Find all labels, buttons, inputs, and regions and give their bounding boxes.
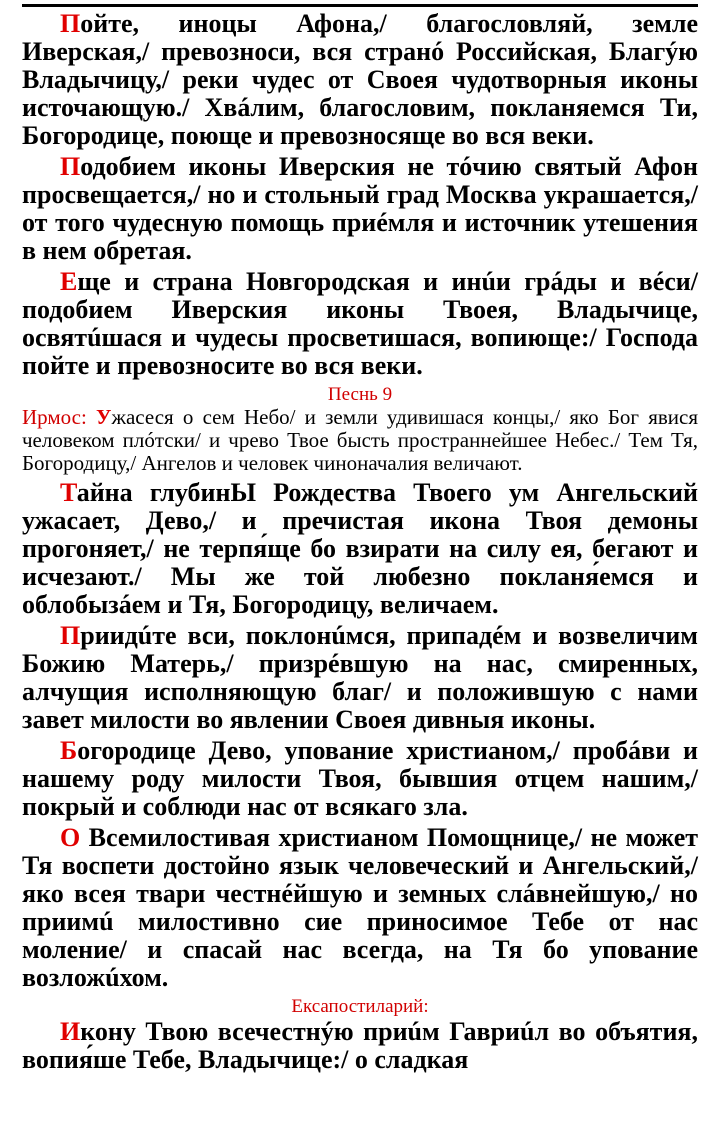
stanza-3: [22, 268, 698, 380]
drop-initial: Е: [60, 267, 78, 296]
stanza-4: [22, 479, 698, 619]
stanza-text: ще и страна Новгородская и инúи грáды и вéси/ подобием Иверския иконы Твоея, Владычице, освятúшася и чудесы просветишася, вопиюще:/ Господа пойте и превозносите во вся веки.: [22, 267, 698, 380]
stanza-text: кону Твою всечестнýю приúм Гавриúл во объятия, вопия́ше Тебе, Владычице:/ о сладкая: [22, 1017, 698, 1074]
drop-initial: И: [60, 1017, 81, 1046]
stanza-6: [22, 737, 698, 821]
stanza-7: [22, 824, 698, 992]
page-text: [22, 10, 698, 1077]
exapostilarion-heading: Ексапостиларий:: [291, 996, 429, 1017]
stanza-8: [22, 1018, 698, 1074]
song-9-heading: Песнь 9: [327, 384, 393, 405]
drop-initial: Б: [60, 736, 78, 765]
stanza-text: айна глубинЫ Рождества Твоего ум Ангельский ужасает, Дево,/ и пречистая икона Твоя демоны прогоняет,/ не терпя́ще бо взирати на силу ея, бегают и исчезают./ Мы же той любезно покланя́емся и облобызáем и Тя, Богородицу, величаем.: [22, 478, 698, 619]
stanza-2: [22, 153, 698, 265]
stanza-text: одобием иконы Иверския не тóчию святый Афон просвещается,/ но и стольный град Москва украшается,/ от того чудесную помощь приéмля и источник утешения в нем обретая.: [22, 152, 698, 265]
irmos: [22, 406, 698, 475]
stanza-text: риидúте вси, поклонúмся, припадéм и возвеличим Божию Матерь,/ призрéвшую на нас, смиренных, алчущия исполняющую благ/ и положившую с нами завет милости во явлении Своея дивныя иконы.: [22, 621, 698, 734]
drop-initial: П: [60, 9, 81, 38]
stanza-1: [22, 10, 698, 150]
drop-initial: П: [60, 152, 81, 181]
stanza-text: ойте, иноцы Афона,/ благословляй, земле Иверская,/ превозноси, вся странó Российская, Благýю Владычицу,/ реки чудес от Своея чудотворныя иконы источающую./ Хвáлим, благословим, покланяемся Ти, Богородице, поюще и превозносяще во вся веки.: [22, 9, 698, 150]
top-rule: [22, 4, 698, 7]
irmos-text: жасеся о сем Небо/ и земли удивишася концы,/ яко Бог явися человеком плóтски/ и чрево Твое бысть пространнейшее Небес./ Тем Тя, Богородицу,/ Ангелов и человек чиноначалия величают.: [22, 405, 699, 475]
stanza-text: огородице Дево, упование христианом,/ пробáви и нашему роду милости Твоя, бывшия отцем нашим,/ покрый и соблюди нас от всякаго зла.: [22, 736, 698, 821]
irmos-initial: У: [96, 405, 112, 429]
stanza-text: Всемилостивая христианом Помощнице,/ не может Тя воспети достойно язык человеческий и Ангельский,/ яко всея твари честнéйшую и земных слáвнейшую,/ но приимú милостивно сие приносимое Тебе от нас моление/ и спасай нас всегда, на Тя бо упование возложúхом.: [22, 823, 698, 992]
stanza-5: [22, 622, 698, 734]
drop-initial: О: [60, 823, 81, 852]
drop-initial: Т: [60, 478, 77, 507]
irmos-label: Ирмос:: [22, 405, 87, 429]
drop-initial: П: [60, 621, 81, 650]
